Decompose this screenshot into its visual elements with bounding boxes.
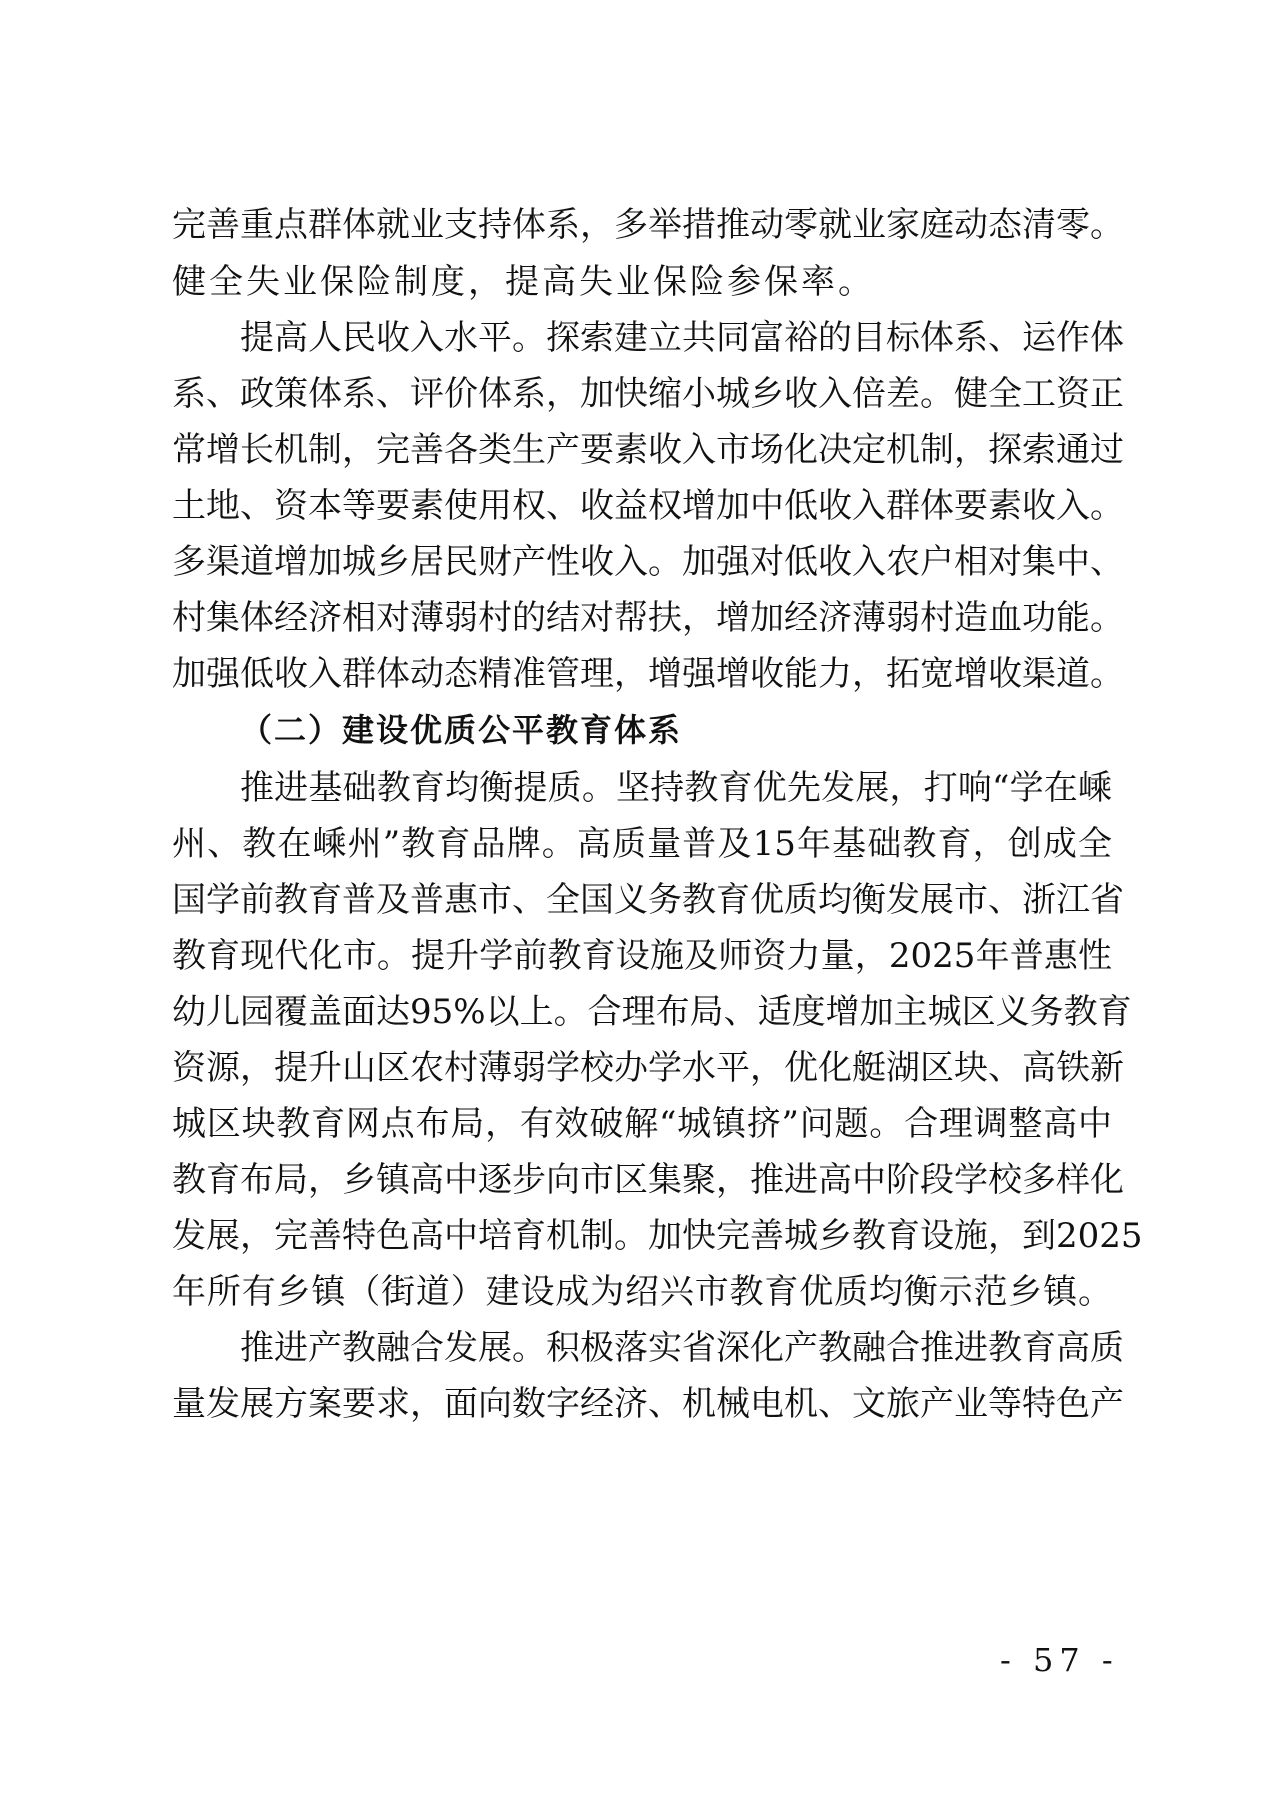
paragraph-line: 加强低收入群体动态精准管理，增强增收能力，拓宽增收渠道。: [172, 654, 1124, 694]
paragraph-line: 城区块教育网点布局，有效破解“城镇挤”问题。合理调整高中: [172, 1104, 1112, 1144]
paragraph-line: 国学前教育普及普惠市、全国义务教育优质均衡发展市、浙江省: [172, 880, 1124, 920]
section-heading: （二）建设优质公平教育体系: [240, 711, 683, 749]
paragraph-line: 提高人民收入水平。探索建立共同富裕的目标体系、运作体: [240, 318, 1124, 358]
paragraph-line: 推进产教融合发展。积极落实省深化产教融合推进教育高质: [240, 1328, 1124, 1368]
paragraph-line: 系、政策体系、评价体系，加快缩小城乡收入倍差。健全工资正: [172, 374, 1124, 414]
paragraph-line: 健全失业保险制度，提高失业保险参保率。: [172, 262, 875, 302]
paragraph-line: 量发展方案要求，面向数字经济、机械电机、文旅产业等特色产: [172, 1384, 1124, 1424]
paragraph-line: 推进基础教育均衡提质。坚持教育优先发展，打响“学在嵊: [240, 768, 1112, 808]
paragraph-line: 州、教在嵊州”教育品牌。高质量普及15年基础教育，创成全: [172, 824, 1112, 864]
paragraph-line: 发展，完善特色高中培育机制。加快完善城乡教育设施，到2025: [172, 1216, 1143, 1256]
paragraph-line: 村集体经济相对薄弱村的结对帮扶，增加经济薄弱村造血功能。: [172, 598, 1124, 638]
paragraph-line: 资源，提升山区农村薄弱学校办学水平，优化艇湖区块、高铁新: [172, 1048, 1124, 1088]
paragraph-line: 幼儿园覆盖面达95%以上。合理布局、适度增加主城区义务教育: [172, 992, 1132, 1032]
paragraph-line: 完善重点群体就业支持体系，多举措推动零就业家庭动态清零。: [172, 205, 1124, 245]
paragraph-line: 土地、资本等要素使用权、收益权增加中低收入群体要素收入。: [172, 486, 1124, 526]
page-number: - 57 -: [1000, 1641, 1119, 1679]
paragraph-line: 年所有乡镇（街道）建设成为绍兴市教育优质均衡示范乡镇。: [172, 1272, 1112, 1312]
paragraph-line: 教育布局，乡镇高中逐步向市区集聚，推进高中阶段学校多样化: [172, 1160, 1124, 1200]
paragraph-line: 教育现代化市。提升学前教育设施及师资力量，2025年普惠性: [172, 936, 1112, 976]
paragraph-line: 多渠道增加城乡居民财产性收入。加强对低收入农户相对集中、: [172, 542, 1124, 582]
paragraph-line: 常增长机制，完善各类生产要素收入市场化决定机制，探索通过: [172, 430, 1124, 470]
